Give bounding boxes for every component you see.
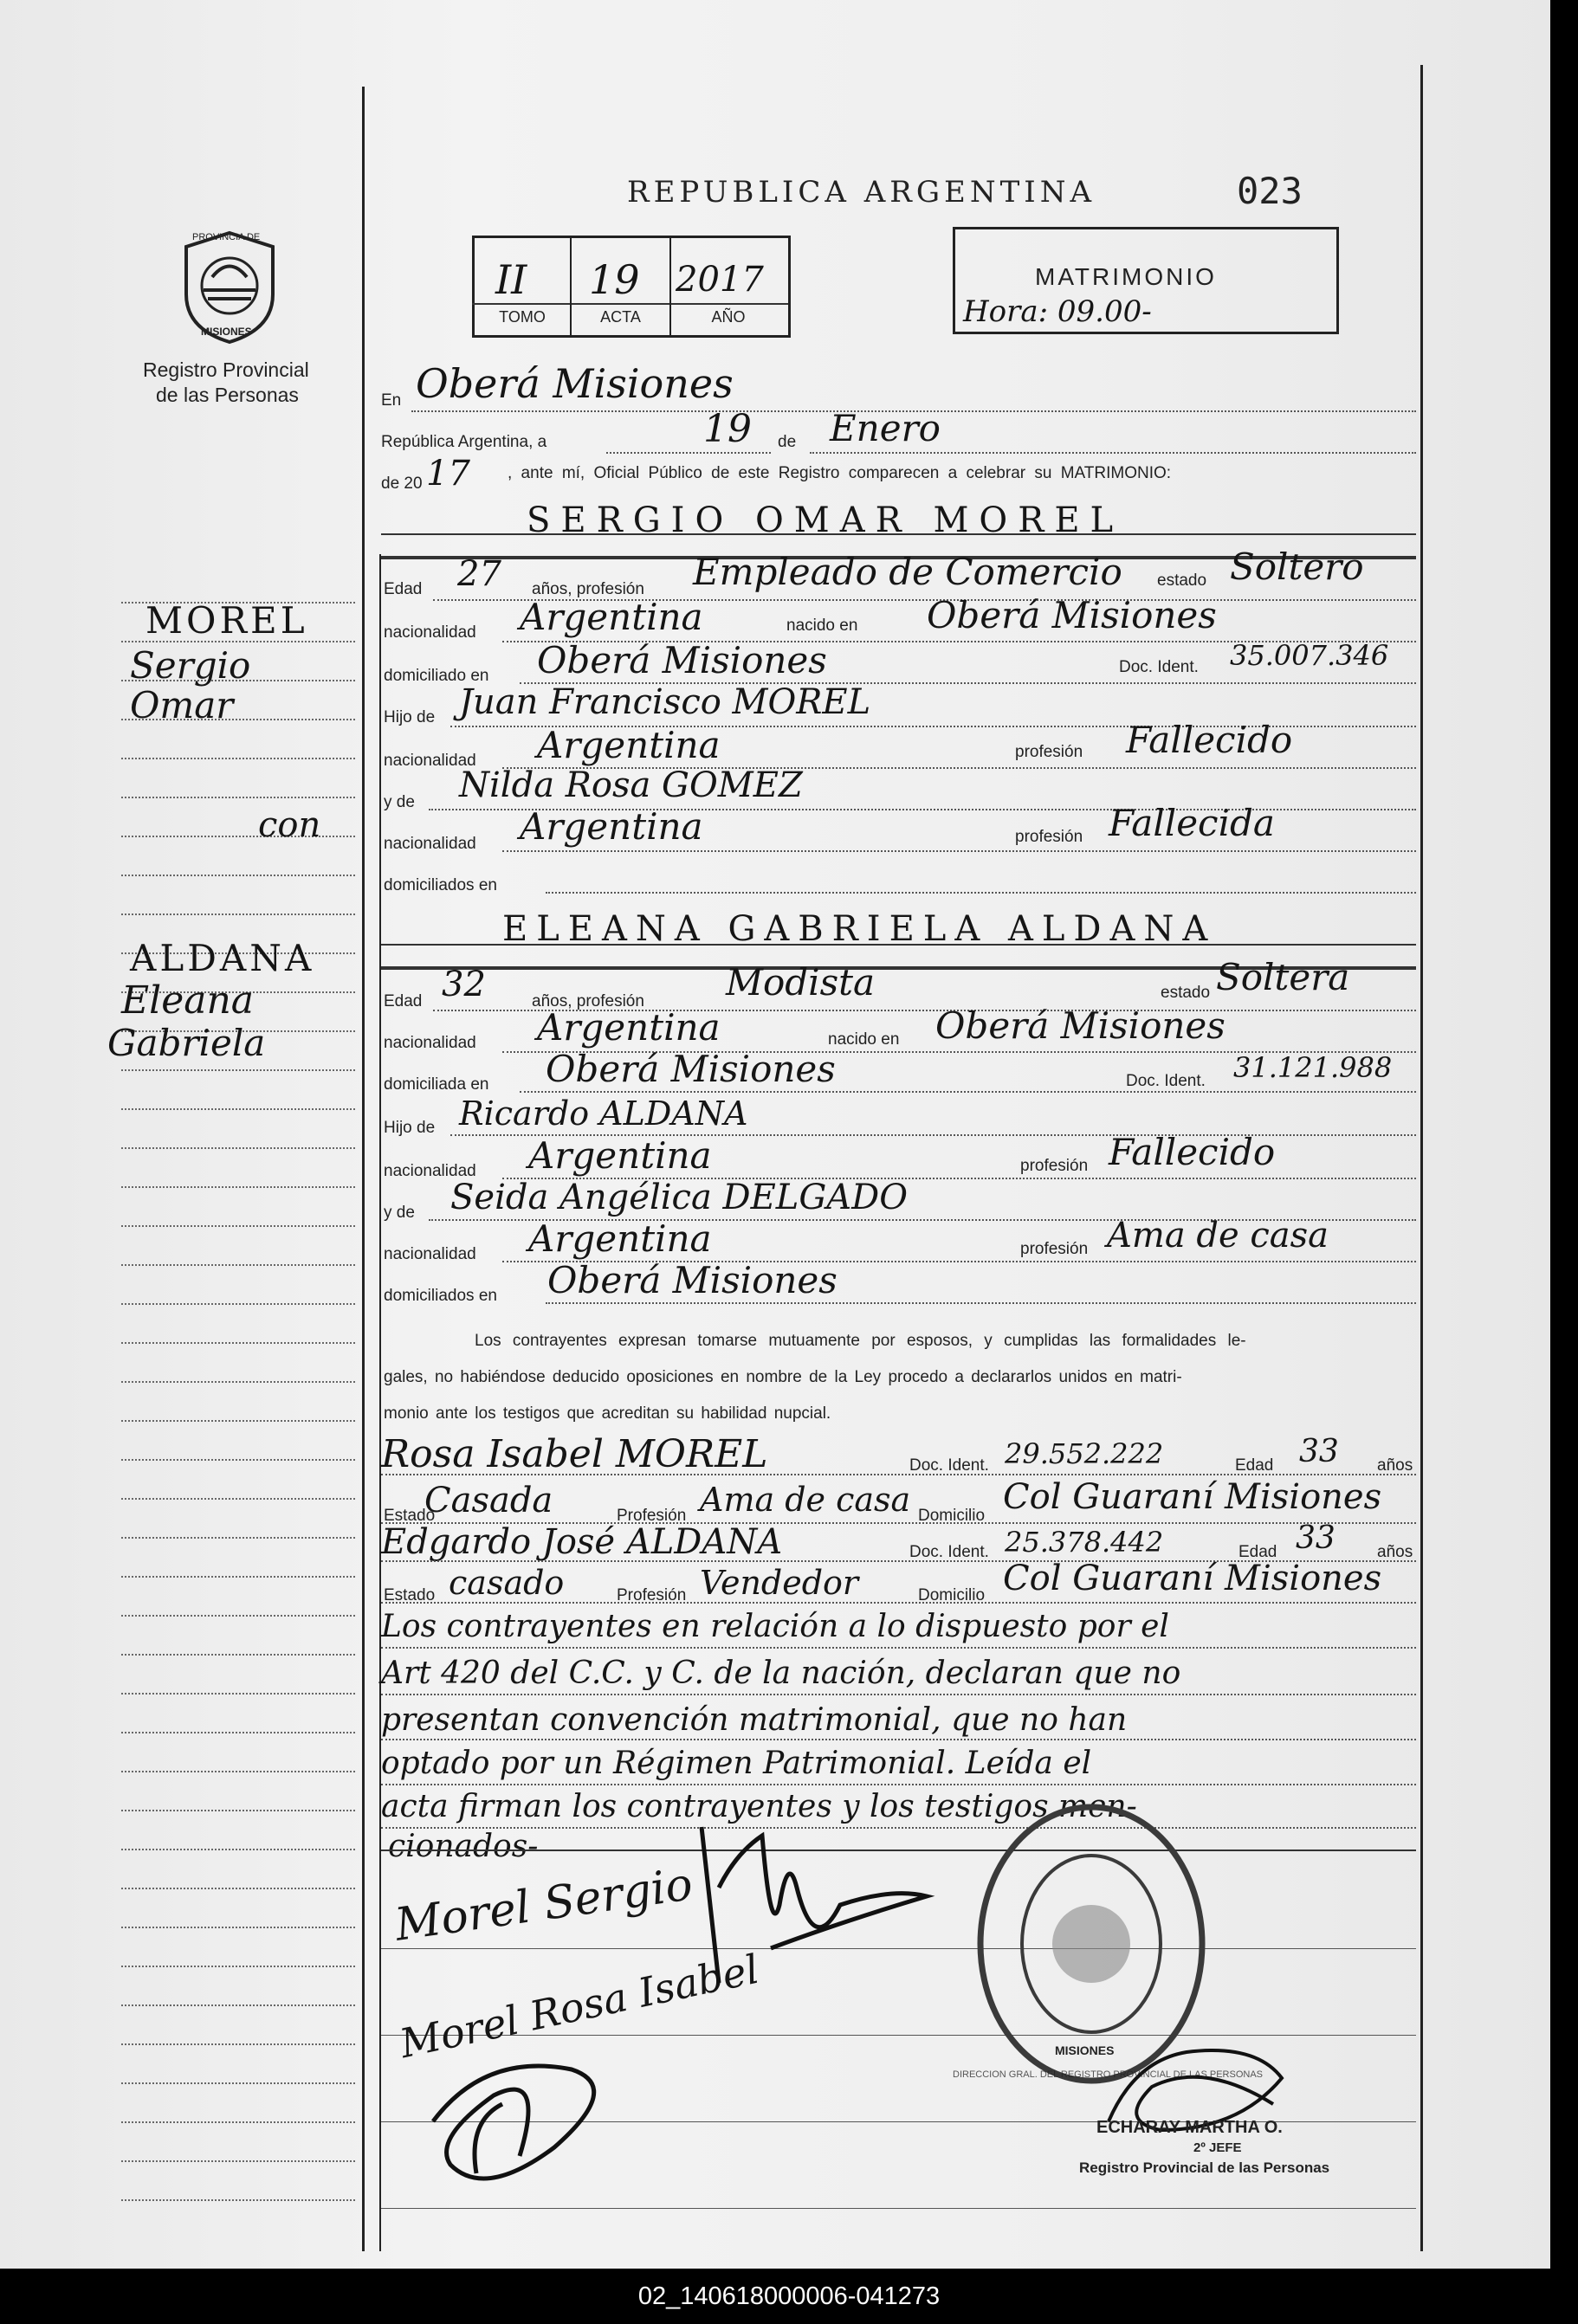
annotation-line-1: Los contrayentes en relación a lo dispuesto por el — [381, 1609, 1169, 1644]
groom-anos-prof-label: años, profesión — [532, 580, 644, 598]
bride-estado: Soltera — [1216, 956, 1350, 998]
margin-groom-surname: MOREL — [146, 599, 308, 642]
witness2-doc: 25.378.442 — [1005, 1526, 1164, 1559]
groom-yde-label: y de — [384, 793, 415, 811]
right-margin-rule — [1420, 65, 1423, 2251]
bride-hijo-label: Hijo de — [384, 1119, 436, 1137]
country-title: REPUBLICA ARGENTINA — [627, 175, 1096, 210]
witness1-domicile: Col Guaraní Misiones — [1003, 1477, 1382, 1517]
witness1-age: 33 — [1299, 1434, 1339, 1469]
bride-domiciliada-label: domiciliada en — [384, 1075, 489, 1094]
witness1-doc-label: Doc. Ident. — [909, 1456, 989, 1475]
registry-name-line1: Registro Provincial — [143, 358, 309, 381]
groom-mother: Nilda Rosa GOMEZ — [459, 765, 803, 805]
stamp-bottom-text: MISIONES — [1055, 2043, 1115, 2057]
witness2-estado: casado — [449, 1564, 565, 1602]
bride-nacionalidad-label: nacionalidad — [384, 1034, 476, 1052]
intro-de-label: de — [778, 433, 797, 451]
witness2-anos-label: años — [1377, 1543, 1413, 1561]
groom-age: 27 — [457, 554, 501, 594]
ano-label: AÑO — [711, 308, 746, 326]
witness2-profesion-label: Profesión — [617, 1586, 687, 1604]
box-divider — [472, 303, 788, 305]
rule — [381, 1602, 1416, 1604]
signature-witness: Morel Rosa Isabel — [395, 1945, 763, 2068]
signature-bride — [667, 1801, 944, 2026]
intro-month: Enero — [830, 407, 941, 449]
annotation-line-4: optado por un Régimen Patrimonial. Leída el — [381, 1746, 1092, 1781]
witness2-profession: Vendedor — [700, 1564, 859, 1602]
signature-scribble — [416, 2017, 658, 2208]
annotation-line-6: cionados- — [388, 1829, 539, 1864]
en-label: En — [381, 391, 402, 410]
stamp-ring-text: DIRECCION GRAL. DEL REGISTRO PROVINCIAL DE LAS PERSONAS — [953, 2069, 1263, 2080]
intro-day: 19 — [703, 407, 752, 451]
bride-mother-prof-label: profesión — [1020, 1240, 1089, 1258]
witness1-estado-label: Estado — [384, 1507, 436, 1525]
registry-name-line2: de las Personas — [156, 384, 299, 406]
groom-birthplace: Oberá Misiones — [927, 594, 1217, 636]
bride-full-name: ELEANA GABRIELA ALDANA — [502, 909, 1217, 949]
rule — [546, 1302, 1416, 1304]
witness2-doc-label: Doc. Ident. — [909, 1543, 989, 1561]
stamp-officer-name: ECHARAY MARTHA O. — [1096, 2118, 1283, 2137]
legal-text-line2: gales, no habiéndose deducido oposiciones en nombre de la Ley procedo a declararlos unidos en matri- — [384, 1368, 1182, 1386]
folio-number: 023 — [1237, 170, 1303, 212]
groom-mother-prof-label: profesión — [1015, 828, 1083, 846]
bride-mother-nationality: Argentina — [528, 1217, 712, 1260]
groom-mother-nationality: Argentina — [520, 805, 703, 848]
bride-father: Ricardo ALDANA — [459, 1094, 748, 1133]
groom-father: Juan Francisco MOREL — [459, 682, 871, 722]
bride-profession: Modista — [726, 961, 876, 1004]
bride-father-nac-label: nacionalidad — [384, 1162, 476, 1180]
groom-estado-label: estado — [1157, 571, 1207, 590]
intro-statement: , ante mí, Oficial Público de este Registro comparecen a celebrar su MATRIMONIO: — [508, 464, 1172, 482]
intro-year-suffix: 17 — [426, 454, 470, 494]
witness1-profesion-label: Profesión — [617, 1507, 687, 1525]
bride-birthplace: Oberá Misiones — [935, 1004, 1226, 1047]
groom-doc-label: Doc. Ident. — [1119, 658, 1199, 676]
margin-groom-name2: Omar — [130, 684, 234, 726]
bride-father-profession: Fallecido — [1109, 1131, 1276, 1173]
scan-footer-code: 02_140618000006-041273 — [0, 2269, 1578, 2324]
bride-age: 32 — [442, 965, 486, 1004]
bride-mother: Seida Angélica DELGADO — [450, 1178, 909, 1217]
groom-father-nationality: Argentina — [537, 724, 721, 766]
annotation-line-3: presentan convención matrimonial, que no han — [381, 1702, 1128, 1738]
groom-profession: Empleado de Comercio — [693, 551, 1122, 593]
groom-mother-nac-label: nacionalidad — [384, 835, 476, 853]
acta-label: ACTA — [600, 308, 641, 326]
witness1-profession: Ama de casa — [700, 1481, 911, 1519]
bride-father-nationality: Argentina — [528, 1134, 712, 1177]
groom-full-name: SERGIO OMAR MOREL — [527, 500, 1124, 540]
legal-text-line1: Los contrayentes expresan tomarse mutuamente por esposos, y cumplidas las formalidades le- — [475, 1332, 1246, 1350]
rule — [546, 892, 1416, 894]
groom-father-profession: Fallecido — [1126, 719, 1293, 761]
witness1-anos-label: años — [1377, 1456, 1413, 1475]
bride-domicile: Oberá Misiones — [546, 1048, 836, 1090]
groom-father-prof-label: profesión — [1015, 743, 1083, 761]
rule — [381, 2208, 1416, 2209]
groom-nacionalidad-label: nacionalidad — [384, 623, 476, 642]
bride-father-prof-label: profesión — [1020, 1157, 1089, 1175]
bride-nationality: Argentina — [537, 1006, 721, 1049]
stamp-officer-office: Registro Provincial de las Personas — [1079, 2159, 1330, 2176]
groom-domiciliados-label: domiciliados en — [384, 876, 497, 894]
margin-con: con — [258, 805, 321, 845]
rule — [381, 1739, 1416, 1740]
margin-bride-surname: ALDANA — [130, 937, 315, 979]
rule — [381, 1694, 1416, 1695]
left-margin-rule — [362, 87, 365, 2251]
witness1-edad-label: Edad — [1235, 1456, 1274, 1475]
groom-doc: 35.007.346 — [1230, 639, 1389, 672]
signature-groom: Morel Sergio — [391, 1858, 696, 1952]
witness2-domicilio-label: Domicilio — [918, 1586, 986, 1604]
rule — [502, 850, 1416, 852]
bride-parents-domicile: Oberá Misiones — [547, 1259, 838, 1301]
republica-label: República Argentina, a — [381, 433, 547, 451]
bride-mother-nac-label: nacionalidad — [384, 1245, 476, 1263]
inner-left-rule — [379, 554, 381, 2251]
rule — [381, 1474, 1416, 1475]
bride-yde-label: y de — [384, 1204, 415, 1222]
rule — [381, 1647, 1416, 1649]
document-type-title: MATRIMONIO — [1035, 263, 1217, 290]
margin-groom-name1: Sergio — [130, 644, 251, 687]
annotation-line-2: Art 420 del C.C. y C. de la nación, declaran que no — [381, 1656, 1181, 1691]
witness1-estado: Casada — [424, 1481, 553, 1520]
bride-nacido-label: nacido en — [828, 1030, 900, 1049]
witness2-name: Edgardo José ALDANA — [381, 1522, 783, 1562]
rule — [810, 452, 1416, 454]
rule — [606, 452, 771, 454]
groom-nacido-label: nacido en — [786, 617, 858, 635]
witness1-doc: 29.552.222 — [1005, 1437, 1164, 1470]
legal-text-line3: monio ante los testigos que acreditan su habilidad nupcial. — [384, 1404, 831, 1423]
bride-domiciliados-label: domiciliados en — [384, 1287, 497, 1305]
witness2-domicile: Col Guaraní Misiones — [1003, 1559, 1382, 1598]
bride-anos-prof-label: años, profesión — [532, 992, 644, 1010]
ano-value: 2017 — [676, 260, 764, 300]
seal-top-text: PROVINCIA DE — [192, 232, 261, 242]
annotation-line-5: acta firman los contrayentes y los testigos men- — [381, 1789, 1137, 1824]
tomo-label: TOMO — [499, 308, 546, 326]
bride-estado-label: estado — [1161, 984, 1211, 1002]
groom-mother-profession: Fallecida — [1109, 802, 1275, 844]
acta-value: 19 — [589, 256, 640, 303]
witness2-age: 33 — [1296, 1520, 1335, 1556]
witness1-name: Rosa Isabel MOREL — [381, 1432, 768, 1476]
ceremony-hour: Hora: 09.00- — [963, 294, 1152, 329]
rule — [381, 1784, 1416, 1785]
stamp-officer-title: 2º JEFE — [1193, 2140, 1242, 2155]
groom-domicile: Oberá Misiones — [537, 639, 827, 681]
groom-edad-label: Edad — [384, 580, 423, 598]
groom-estado: Soltero — [1230, 545, 1364, 588]
rule — [520, 1091, 1416, 1093]
groom-domiciliado-label: domiciliado en — [384, 667, 489, 685]
witness2-edad-label: Edad — [1238, 1543, 1277, 1561]
witness1-domicilio-label: Domicilio — [918, 1507, 986, 1525]
bride-doc-label: Doc. Ident. — [1126, 1072, 1206, 1090]
intro-year-prefix: de 20 — [381, 474, 423, 493]
tomo-value: II — [495, 256, 527, 303]
margin-bride-name2: Gabriela — [107, 1022, 266, 1064]
witness2-estado-label: Estado — [384, 1586, 436, 1604]
groom-hijo-label: Hijo de — [384, 708, 436, 726]
groom-father-nac-label: nacionalidad — [384, 752, 476, 770]
seal-bottom-text: MISIONES — [201, 326, 252, 338]
bride-edad-label: Edad — [384, 992, 423, 1010]
bride-mother-profession: Ama de casa — [1107, 1216, 1329, 1256]
bride-doc: 31.121.988 — [1233, 1051, 1393, 1084]
intro-place: Oberá Misiones — [416, 360, 734, 407]
groom-nationality: Argentina — [520, 596, 703, 638]
margin-bride-name1: Eleana — [121, 978, 255, 1023]
